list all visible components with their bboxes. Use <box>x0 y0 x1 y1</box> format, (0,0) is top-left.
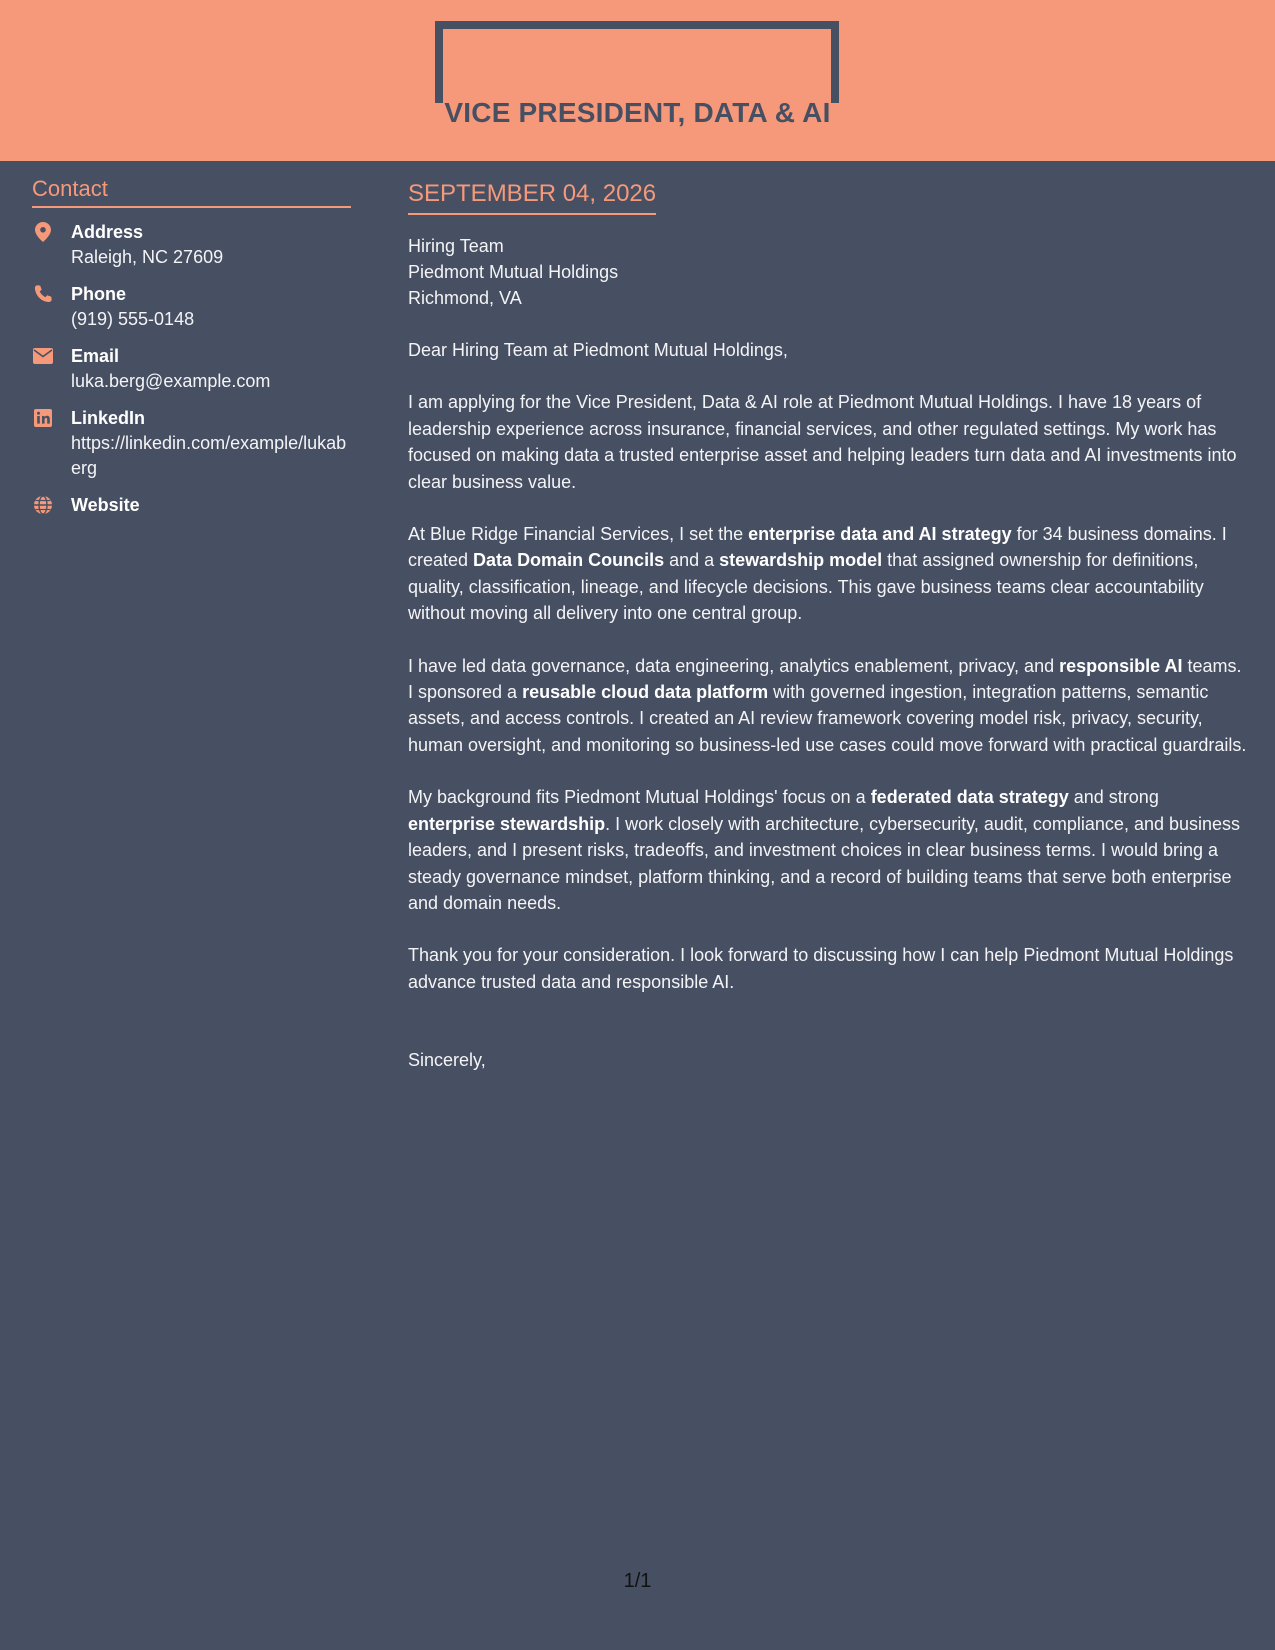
paragraph-text: At Blue Ridge Financial Services, I set the <box>408 524 749 545</box>
letter-paragraph <box>408 784 1248 916</box>
contact-item-website <box>32 493 351 518</box>
emphasis-text: reusable cloud data platform <box>522 682 769 703</box>
recipient-line: Richmond, VA <box>408 288 522 308</box>
paragraph-text: with governed ingestion, integration patterns, semantic assets, and access controls. I created an AI review framework covering model risk, privacy, security, human oversight, and monitoring so business-led use cases could move forward with practical guardrails. <box>408 682 1247 755</box>
envelope-icon <box>32 345 54 367</box>
letter-paragraph <box>408 942 1248 995</box>
recipient-block <box>408 233 1248 311</box>
paragraph-text: and a <box>664 550 720 571</box>
emphasis-text: enterprise data and AI strategy <box>748 524 1012 545</box>
contact-label: Address <box>71 222 144 242</box>
paragraph-text: . I work closely with architecture, cybersecurity, audit, compliance, and business leaders, and I present risks, tradeoffs, and investment choices in clear business terms. I would bring a steady governance mindset, platform thinking, and a record of building teams that serve both enterprise and domain needs. <box>408 813 1241 913</box>
title-bracket-decoration <box>435 21 839 103</box>
contact-label: Email <box>71 346 120 366</box>
globe-icon <box>32 494 54 516</box>
recipient-line: Hiring Team <box>408 236 504 256</box>
salutation: Dear Hiring Team at Piedmont Mutual Holdings, <box>408 340 788 360</box>
contact-item-email <box>32 344 351 394</box>
contact-value[interactable]: https://linkedin.com/example/lukaberg <box>71 433 347 478</box>
contact-item-linkedin <box>32 406 351 481</box>
contact-label: Phone <box>71 284 127 304</box>
paragraph-text: I have led data governance, data engineering, analytics enablement, privacy, and <box>408 655 1060 676</box>
contact-label: LinkedIn <box>71 408 146 428</box>
paragraph-text: Thank you for your consideration. I look forward to discussing how I can help Piedmont Mutual Holdings advance trusted data and responsible AI. <box>408 945 1234 992</box>
contact-value[interactable]: luka.berg@example.com <box>71 371 271 391</box>
emphasis-text: enterprise stewardship <box>408 813 606 834</box>
closing: Sincerely, <box>408 1050 486 1071</box>
contact-item-address <box>32 220 351 270</box>
header-banner <box>0 0 1275 161</box>
letter-date: SEPTEMBER 04, 2026 <box>408 180 656 215</box>
paragraph-text: I am applying for the Vice President, Data & AI role at Piedmont Mutual Holdings. I have 18 years of leadership experience across insurance, financial services, and other regulated settings. My work has focused on making data a trusted enterprise asset and helping leaders turn data and AI investments into clear business value. <box>408 392 1237 492</box>
letter-paragraph <box>408 521 1248 627</box>
phone-icon <box>32 283 54 305</box>
page-number: 1/1 <box>623 1570 652 1592</box>
contact-value: Raleigh, NC 27609 <box>71 247 224 267</box>
contact-list <box>32 220 351 518</box>
contact-item-phone <box>32 282 351 332</box>
emphasis-text: Data Domain Councils <box>473 550 665 571</box>
page-title: VICE PRESIDENT, DATA & AI <box>444 97 831 128</box>
paragraph-text: and strong <box>1068 787 1159 808</box>
emphasis-text: stewardship model <box>719 550 883 571</box>
contact-value: (919) 555-0148 <box>71 309 195 329</box>
letter-paragraph <box>408 653 1248 759</box>
paragraph-text: teams. I sponsored a <box>408 655 1242 703</box>
letter-paragraph <box>408 389 1248 495</box>
contact-heading: Contact <box>32 176 351 208</box>
map-pin-icon <box>32 221 54 243</box>
contact-label: Website <box>71 495 140 515</box>
letter-body <box>408 180 1248 1074</box>
contact-sidebar <box>32 176 351 518</box>
paragraph-text: that assigned ownership for definitions, quality, classification, lineage, and lifecycle decisions. This gave business teams clear accountability without moving all delivery into one central group. <box>408 550 1204 624</box>
paragraph-text: for 34 business domains. I created <box>408 524 1227 571</box>
recipient-line: Piedmont Mutual Holdings <box>408 262 619 282</box>
linkedin-icon <box>32 407 54 429</box>
letter-paragraphs <box>408 389 1248 995</box>
paragraph-text: My background fits Piedmont Mutual Holdings' focus on a <box>408 787 871 808</box>
emphasis-text: federated data strategy <box>870 787 1069 808</box>
emphasis-text: responsible AI <box>1059 655 1183 676</box>
